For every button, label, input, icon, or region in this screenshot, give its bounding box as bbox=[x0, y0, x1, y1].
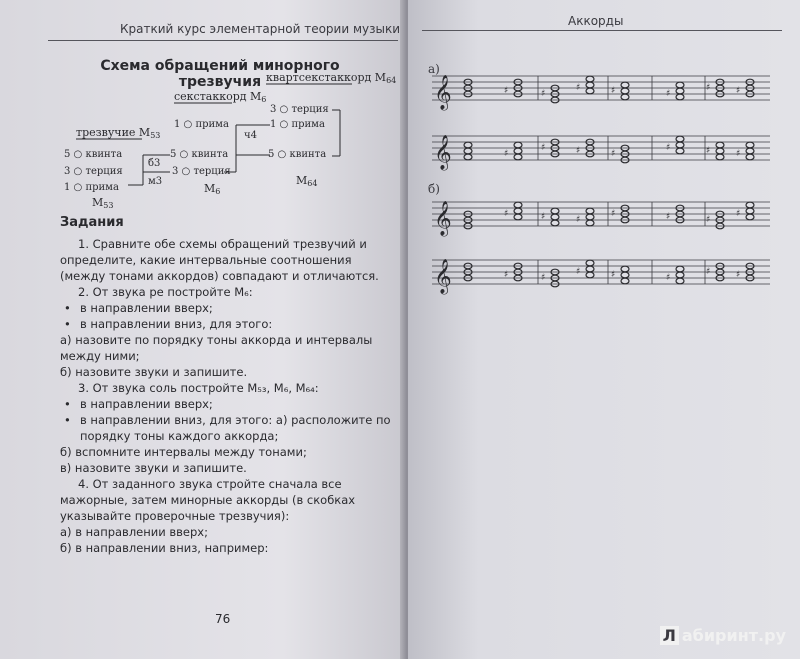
task-3-down: • в направлении вниз, для этого: а) расположите по порядку тоны каждого аккорда; bbox=[60, 412, 395, 444]
whole-note bbox=[676, 82, 684, 88]
whole-note bbox=[464, 154, 472, 160]
whole-note bbox=[514, 142, 522, 148]
accidental-icon: ♯ bbox=[541, 143, 546, 153]
watermark-text: абиринт.ру bbox=[681, 626, 786, 645]
diagram-title: Схема обращений минорного трезвучия bbox=[100, 58, 340, 90]
whole-note bbox=[586, 220, 594, 226]
inversion-scheme-diagram bbox=[0, 0, 405, 230]
section-b-label: б) bbox=[428, 182, 440, 196]
treble-clef-icon: 𝄞 bbox=[434, 75, 452, 110]
music-staff-b2 bbox=[420, 246, 775, 306]
music-staff-b1 bbox=[420, 188, 775, 248]
accidental-icon: ♯ bbox=[706, 146, 711, 156]
task-3-c: в) назовите звуки и запишите. bbox=[60, 461, 247, 475]
whole-note bbox=[746, 202, 754, 208]
whole-note bbox=[676, 94, 684, 100]
sixth-note-root: 1 ○ прима bbox=[174, 119, 229, 130]
accidental-icon: ♯ bbox=[541, 212, 546, 222]
accidental-icon: ♯ bbox=[576, 215, 581, 225]
task-4: 4. От заданного звука стройте сначала все мажорные, затем минорные аккорды (в скобках указывайте проверочные трезвучия): bbox=[60, 477, 356, 523]
watermark-badge: Л bbox=[660, 626, 679, 645]
accidental-icon: ♯ bbox=[576, 83, 581, 93]
whole-note bbox=[676, 142, 684, 148]
task-3-up: • в направлении вверх; bbox=[60, 396, 395, 412]
whole-note bbox=[746, 214, 754, 220]
whole-note bbox=[746, 148, 754, 154]
task-2: 2. От звука ре постройте M₆: bbox=[78, 285, 253, 299]
accidental-icon: ♯ bbox=[541, 273, 546, 283]
accidental-icon: ♯ bbox=[504, 209, 509, 219]
accidental-icon: ♯ bbox=[736, 270, 741, 280]
whole-note bbox=[621, 272, 629, 278]
whole-note bbox=[716, 148, 724, 154]
triad-footer: $M_{53}$ bbox=[92, 196, 114, 210]
treble-clef-icon: 𝄞 bbox=[434, 201, 452, 236]
whole-note bbox=[586, 272, 594, 278]
running-head-right: Аккорды bbox=[568, 14, 624, 28]
whole-note bbox=[586, 260, 594, 266]
whole-note bbox=[514, 148, 522, 154]
accidental-icon: ♯ bbox=[666, 212, 671, 222]
interval-m3: м3 bbox=[148, 176, 163, 187]
tasks-heading: Задания bbox=[60, 215, 124, 230]
sixth-header: секстаккорд $M_6$ bbox=[174, 90, 267, 104]
whole-note bbox=[746, 142, 754, 148]
task-3: 3. От звука соль постройте M₅₃, M₆, M₆₄: bbox=[78, 381, 319, 395]
whole-note bbox=[464, 148, 472, 154]
fourth-sixth-header: квартсекстаккорд $M_{64}$ bbox=[266, 71, 397, 85]
fourth-sixth-note-fifth: 5 ○ квинта bbox=[268, 149, 327, 160]
task-3-b: б) вспомните интервалы между тонами; bbox=[60, 445, 307, 459]
whole-note bbox=[586, 214, 594, 220]
whole-note bbox=[551, 220, 559, 226]
tasks-list bbox=[60, 236, 395, 556]
triad-header: трезвучие $M_{53}$ bbox=[76, 126, 161, 140]
whole-note bbox=[676, 272, 684, 278]
whole-note bbox=[586, 82, 594, 88]
sixth-note-fifth: 5 ○ квинта bbox=[170, 149, 229, 160]
accidental-icon: ♯ bbox=[576, 146, 581, 156]
whole-note bbox=[716, 142, 724, 148]
treble-clef-icon: 𝄞 bbox=[434, 135, 452, 170]
accidental-icon: ♯ bbox=[611, 149, 616, 159]
whole-note bbox=[621, 88, 629, 94]
music-staff-a1 bbox=[420, 62, 775, 122]
whole-note bbox=[514, 202, 522, 208]
whole-note bbox=[551, 214, 559, 220]
task-1: 1. Сравните обе схемы обращений трезвучий и определите, какие интервальные соотношения (между тонами аккордов) совпадают и отличаются. bbox=[60, 237, 379, 283]
accidental-icon: ♯ bbox=[736, 209, 741, 219]
fourth-sixth-note-root: 1 ○ прима bbox=[270, 119, 325, 130]
accidental-icon: ♯ bbox=[666, 143, 671, 153]
header-rule-right bbox=[422, 30, 782, 31]
whole-note bbox=[676, 88, 684, 94]
task-2-up: • в направлении вверх; bbox=[60, 300, 395, 316]
accidental-icon: ♯ bbox=[611, 86, 616, 96]
task-4-a: а) в направлении вверх; bbox=[60, 525, 208, 539]
whole-note bbox=[586, 266, 594, 272]
fourth-sixth-note-third: 3 ○ терция bbox=[270, 104, 329, 115]
whole-note bbox=[621, 82, 629, 88]
whole-note bbox=[621, 266, 629, 272]
whole-note bbox=[676, 266, 684, 272]
whole-note bbox=[514, 154, 522, 160]
sixth-note-third: 3 ○ терция bbox=[172, 166, 231, 177]
accidental-icon: ♯ bbox=[504, 270, 509, 280]
whole-note bbox=[676, 136, 684, 142]
interval-b3: б3 bbox=[148, 158, 161, 169]
accidental-icon: ♯ bbox=[736, 86, 741, 96]
fourth-sixth-footer: $M_{64}$ bbox=[296, 174, 318, 188]
whole-note bbox=[746, 208, 754, 214]
accidental-icon: ♯ bbox=[611, 270, 616, 280]
triad-note-root: 1 ○ прима bbox=[64, 182, 119, 193]
whole-note bbox=[676, 148, 684, 154]
running-head-left: Краткий курс элементарной теории музыки bbox=[120, 22, 401, 36]
accidental-icon: ♯ bbox=[706, 215, 711, 225]
triad-note-fifth: 5 ○ квинта bbox=[64, 149, 123, 160]
whole-note bbox=[464, 142, 472, 148]
task-2-down: • в направлении вниз, для этого: bbox=[60, 316, 395, 332]
accidental-icon: ♯ bbox=[504, 149, 509, 159]
watermark bbox=[660, 626, 786, 645]
whole-note bbox=[586, 88, 594, 94]
interval-ch4: ч4 bbox=[244, 130, 257, 141]
whole-note bbox=[746, 154, 754, 160]
whole-note bbox=[514, 214, 522, 220]
section-a-label: а) bbox=[428, 62, 440, 76]
sixth-footer: $M_6$ bbox=[204, 182, 221, 196]
whole-note bbox=[551, 208, 559, 214]
whole-note bbox=[621, 278, 629, 284]
accidental-icon: ♯ bbox=[706, 83, 711, 93]
whole-note bbox=[621, 94, 629, 100]
whole-note bbox=[676, 278, 684, 284]
task-2-b: б) назовите звуки и запишите. bbox=[60, 365, 248, 379]
triad-note-third: 3 ○ терция bbox=[64, 166, 123, 177]
accidental-icon: ♯ bbox=[666, 273, 671, 283]
task-2-a: а) назовите по порядку тоны аккорда и интервалы между ними; bbox=[60, 333, 373, 363]
music-staff-a2 bbox=[420, 122, 775, 182]
accidental-icon: ♯ bbox=[706, 267, 711, 277]
accidental-icon: ♯ bbox=[576, 267, 581, 277]
whole-note bbox=[514, 208, 522, 214]
whole-note bbox=[586, 76, 594, 82]
accidental-icon: ♯ bbox=[736, 149, 741, 159]
accidental-icon: ♯ bbox=[611, 209, 616, 219]
accidental-icon: ♯ bbox=[666, 89, 671, 99]
treble-clef-icon: 𝄞 bbox=[434, 259, 452, 294]
accidental-icon: ♯ bbox=[541, 89, 546, 99]
page-number-left: 76 bbox=[215, 612, 231, 626]
task-4-b: б) в направлении вниз, например: bbox=[60, 541, 269, 555]
accidental-icon: ♯ bbox=[504, 86, 509, 96]
whole-note bbox=[716, 154, 724, 160]
whole-note bbox=[586, 208, 594, 214]
